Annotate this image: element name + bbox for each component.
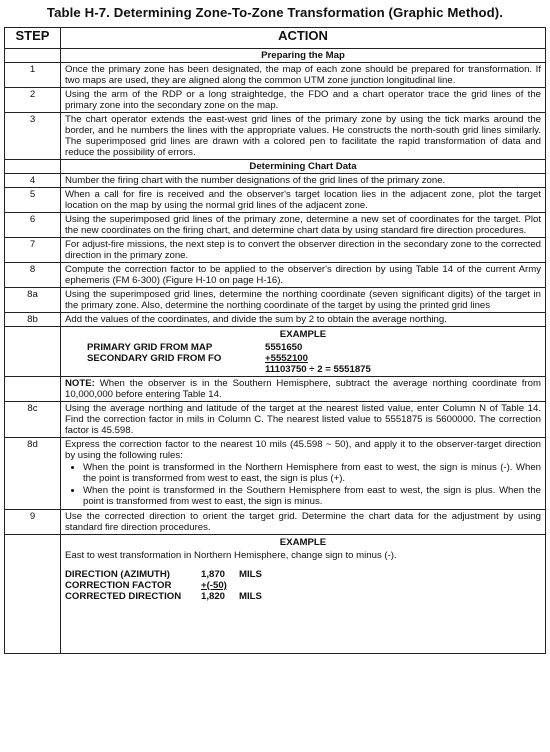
step-number: 8d [5,438,61,510]
table-title: Table H-7. Determining Zone-To-Zone Transformation (Graphic Method). [46,5,504,20]
action-text: Add the values of the coordinates, and divide the sum by 2 to obtain the average northing. [61,313,546,327]
primary-grid-value: 5551650 [265,342,303,353]
action-text: Once the primary zone has been designated, the map of each zone should be prepared for transformation. If two maps are used, they are aligned along the common UTM zone junction longitudinal line. [61,63,546,88]
correction-value: +(-50) [201,580,227,591]
example-title: EXAMPLE [279,329,327,340]
step-number: 8c [5,402,61,438]
transformation-table [4,27,546,654]
section-row [5,160,546,174]
rules-intro: Express the correction factor to the nearest 10 mils (45.598 ~ 50), and apply it to the observer-target direction by using the following rules: [65,439,541,461]
table-row [5,88,546,113]
note-label: NOTE: [65,378,95,389]
section-preparing-map: Preparing the Map [61,49,546,63]
step-number: 9 [5,510,61,535]
action-text: Number the firing chart with the number designations of the grid lines of the primary zone. [61,174,546,188]
table-row [5,288,546,313]
secondary-grid-value: +5552100 [265,353,308,364]
step-number: 6 [5,213,61,238]
corrected-direction-unit: MILS [239,591,262,602]
header-row [5,28,546,49]
table-row [5,213,546,238]
action-text: Using the superimposed grid lines of the primary zone, determine a new set of coordinates for the target. Plot the new coordinates on the firing chart, and determine chart data by using standard fire direction procedures. [61,213,546,238]
primary-grid-label: PRIMARY GRID FROM MAP [87,342,213,353]
table-row [5,263,546,288]
action-text [61,438,546,510]
sign-rules-list [65,462,541,507]
section-chart-data: Determining Chart Data [61,160,546,174]
action-text: Compute the correction factor to be applied to the observer's direction by using Table 14 of the current Army ephemeris (FM 6-300) (Figure H-10 on page H-16). [61,263,546,288]
step-number: 8a [5,288,61,313]
section-row [5,49,546,63]
direction-label: DIRECTION (AZIMUTH) [65,569,170,580]
table-row [5,63,546,88]
corrected-direction-value: 1,820 [201,591,226,602]
average-northing-result: 11103750 ÷ 2 = 5551875 [265,364,371,375]
step-number: 8b [5,313,61,327]
action-text: Use the corrected direction to orient the target grid. Determine the chart data for the adjustment by using standard fire direction procedures. [61,510,546,535]
corrected-direction-label: CORRECTED DIRECTION [65,591,182,602]
secondary-grid-label: SECONDARY GRID FROM FO [87,353,222,364]
table-row [5,188,546,213]
table-row [5,238,546,263]
example-direction [61,535,546,654]
step-number: 3 [5,113,61,160]
example-row [5,327,546,377]
table-row [5,402,546,438]
example-grid-sum [61,327,546,377]
table-row [5,113,546,160]
note-text [61,377,546,402]
correction-label: CORRECTION FACTOR [65,580,172,591]
step-number: 7 [5,238,61,263]
action-text: Using the arm of the RDP or a long straightedge, the FDO and a chart operator trace the grid lines of the primary zone into the secondary zone on the map. [61,88,546,113]
step-number: 1 [5,63,61,88]
step-number: 5 [5,188,61,213]
table-row [5,510,546,535]
note-row [5,377,546,402]
action-text: The chart operator extends the east-west grid lines of the primary zone by using the tick marks around the border, and he numbers the lines with the appropriate values. He constructs the north-south grid lines similarly. The superimposed grid lines are drawn with a colored pen to facilitate the rapid transformation of data and reduce the possibility of errors. [61,113,546,160]
example-title: EXAMPLE [279,537,327,548]
action-header: ACTION [61,28,546,49]
table-row [5,313,546,327]
direction-value: 1,870 [201,569,226,580]
action-text: When a call for fire is received and the observer's target location lies in the adjacent zone, plot the target location on the map by using the normal grid lines of the adjacent zone. [61,188,546,213]
step-number: 2 [5,88,61,113]
example-row [5,535,546,654]
direction-unit: MILS [239,569,262,580]
example-description: East to west transformation in Northern Hemisphere, change sign to minus (-). [65,550,397,561]
note-body: When the observer is in the Southern Hemisphere, subtract the average northing coordinate from 10,000,000 before entering Table 14. [65,378,541,400]
action-text: Using the average northing and latitude of the target at the nearest listed value, enter Column N of Table 14. Find the correction factor in mils in Column C. The nearest listed value to 5551875 is 5600000. The correction factor is 45.598. [61,402,546,438]
step-header: STEP [5,28,61,49]
action-text: Using the superimposed grid lines, determine the northing coordinate (seven significant digits) of the target in the primary zone. Also, determine the northing coordinate of the target by using the printed grid lines [61,288,546,313]
table-row [5,438,546,510]
list-item: • When the point is transformed in the Northern Hemisphere from east to west, the sign is minus (-). When the point is transformed from west to east, the sign is plus (+). [83,462,541,484]
step-number: 4 [5,174,61,188]
table-row [5,174,546,188]
action-text: For adjust-fire missions, the next step is to convert the observer direction in the secondary zone to the corrected direction in the primary zone. [61,238,546,263]
step-number: 8 [5,263,61,288]
list-item: • When the point is transformed in the Southern Hemisphere from east to west, the sign is plus. When the point is transformed from west to east, the sign is minus. [83,485,541,507]
